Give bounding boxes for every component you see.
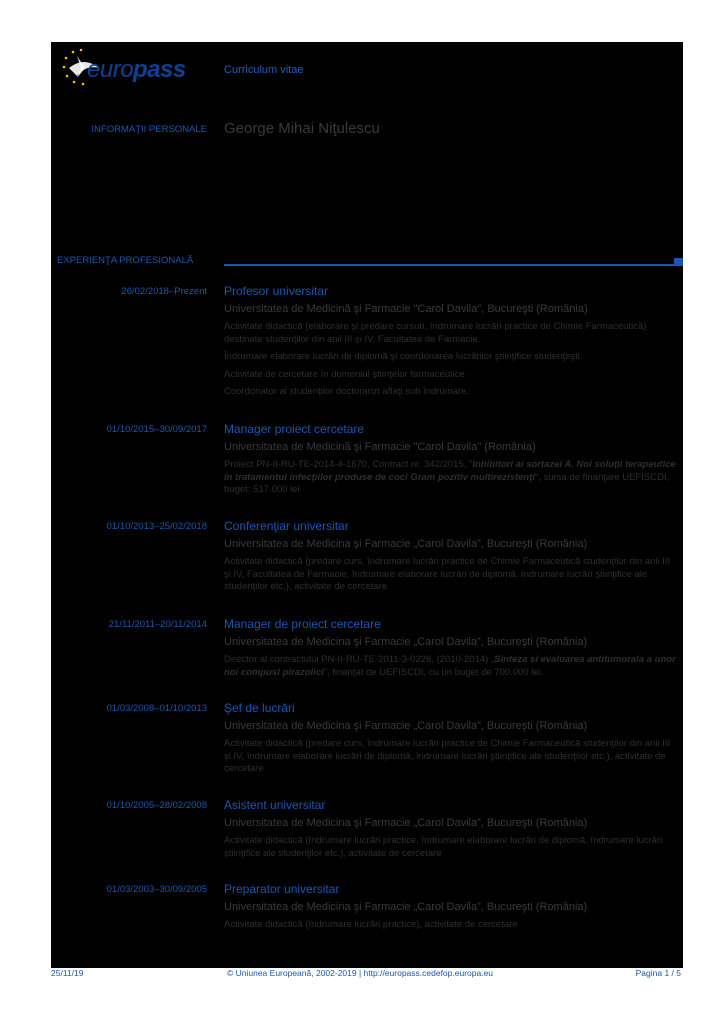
entry-paragraph: Activitate didactică (predare curs, îndrumare lucrări practice de Chimie Farmaceutică studenţilor din anii III şi IV, Facultatea de Farmacie, îndrumare elaborare lucrări de diplomă, îndrumare lucrări ştiinţifice ale studenţilor etc.), activitate de cercetare [224, 556, 671, 592]
entry-description [224, 738, 679, 781]
section-divider [224, 264, 676, 266]
europass-logo [59, 46, 209, 90]
entry-description [224, 654, 679, 684]
entry-organization: Universitatea de Medicina şi Farmacie „Carol Davila”, Bucureşti (România) [224, 636, 588, 648]
entry-description [224, 919, 679, 937]
entry-date: 01/10/2015–30/09/2017 [106, 424, 207, 435]
entry-date: 01/03/2008–01/10/2013 [106, 703, 207, 714]
entry-organization: Universitatea de Medicina şi Farmacie „Carol Davila”, Bucureşti (România) [224, 817, 588, 829]
entry-job-title: Asistent universitar [224, 798, 326, 812]
entry-paragraph: Activitate didactică (elaborare şi predare cursuri, îndrumare lucrări practice de Chimie Farmaceutică) destinate studenţilor din anii III şi IV, Facultatea de Farmacie. [224, 321, 647, 345]
entry-organization: Universitatea de Medicină şi Farmacie "Carol Davila" (România) [224, 441, 536, 453]
document-title: Curriculum vitae [224, 64, 304, 76]
entry-paragraph: Îndrumare elaborare lucrări de diplomă şi coordonarea lucrărilor ştiinţifice studenţeşti. [224, 351, 583, 362]
entry-organization: Universitatea de Medicină şi Farmacie "Carol Davila", Bucureşti (România) [224, 303, 588, 315]
entry-description [224, 321, 679, 404]
entry-description [224, 459, 679, 502]
entry-description [224, 835, 679, 865]
person-name: George Mihai Niţulescu [224, 120, 380, 137]
entry-job-title: Conferenţiar universitar [224, 519, 349, 533]
entry-date: 26/02/2018–Prezent [121, 286, 207, 297]
experience-label: EXPERIENŢA PROFESIONALĂ [57, 255, 194, 266]
section-divider-end [674, 258, 683, 266]
entry-paragraph: Proiect PN-II-RU-TE-2014-4-1670, Contract nr. 342/2015, "Inhibitori ai sortazei A. Noi soluţii terapeutice în tratamentul infecţiilor produse de coci Gram pozitiv multirezistenţi", sursa de finanţare UEFISCDI, buget: 517.000 lei [224, 459, 676, 495]
entry-paragraph: Activitate didactică (îndrumare lucrări practice, îndrumare elaborare lucrări de diplomă, îndrumare lucrări ştiinţifice ale studenţilor etc.), activitate de cercetare [224, 835, 663, 859]
entry-description [224, 556, 679, 599]
entry-organization: Universitatea de Medicina şi Farmacie „Carol Davila”, Bucureşti (România) [224, 720, 588, 732]
footer-page-number: Pagina 1 / 5 [635, 968, 681, 978]
entry-paragraph: Director al contractului PN-II-RU-TE-2011-3-0226, (2010-2014) „Sinteza si evaluarea antitumorala a unor noi compusi pirazolici”, finanţat de UEFISCDI, cu un buget de 700.000 lei. [224, 654, 676, 678]
entry-job-title: Manager proiect cercetare [224, 422, 365, 436]
footer-date: 25/11/19 [51, 968, 84, 978]
cv-page [51, 42, 683, 978]
entry-paragraph: Coordonator al studenţilor doctoranzi aflaţi sub îndrumare. [224, 386, 470, 397]
entry-date: 21/11/2011–20/11/2014 [108, 619, 207, 630]
entry-paragraph: Activitate didactică (îndrumare lucrări practice), activitate de cercetare [224, 919, 518, 930]
entry-date: 01/03/2003–30/09/2005 [106, 884, 207, 895]
entry-job-title: Preparator universitar [224, 882, 340, 896]
entry-organization: Universitatea de Medicina şi Farmacie „Carol Davila”, Bucureşti (România) [224, 901, 588, 913]
entry-paragraph: Activitate didactică (predare curs, îndrumare lucrări practice de Chimie Farmaceutică studenţilor din anii III şi IV, îndrumare elaborare lucrări de diplomă, îndrumare lucrări ştiinţifice ale studenţilor etc.), activitate de cercetare [224, 738, 671, 774]
entry-date: 01/10/2013–25/02/2018 [106, 521, 207, 532]
entry-organization: Universitatea de Medicina şi Farmacie „Carol Davila”, Bucureşti (România) [224, 538, 588, 550]
footer-copyright[interactable]: © Uniunea Europeană, 2002-2019 | http://europass.cedefop.europa.eu [227, 968, 494, 978]
entry-job-title: Manager de proiect cercetare [224, 617, 381, 631]
personal-info-label: INFORMAŢII PERSONALE [91, 124, 207, 135]
entry-date: 01/10/2005–28/02/2008 [106, 800, 207, 811]
entry-job-title: Şef de lucrări [224, 701, 295, 715]
entry-job-title: Profesor universitar [224, 284, 329, 298]
entry-paragraph: Activitate de cercetare în domeniul ştiinţelor farmaceutice [224, 368, 465, 380]
logo-text: europass [87, 56, 186, 83]
